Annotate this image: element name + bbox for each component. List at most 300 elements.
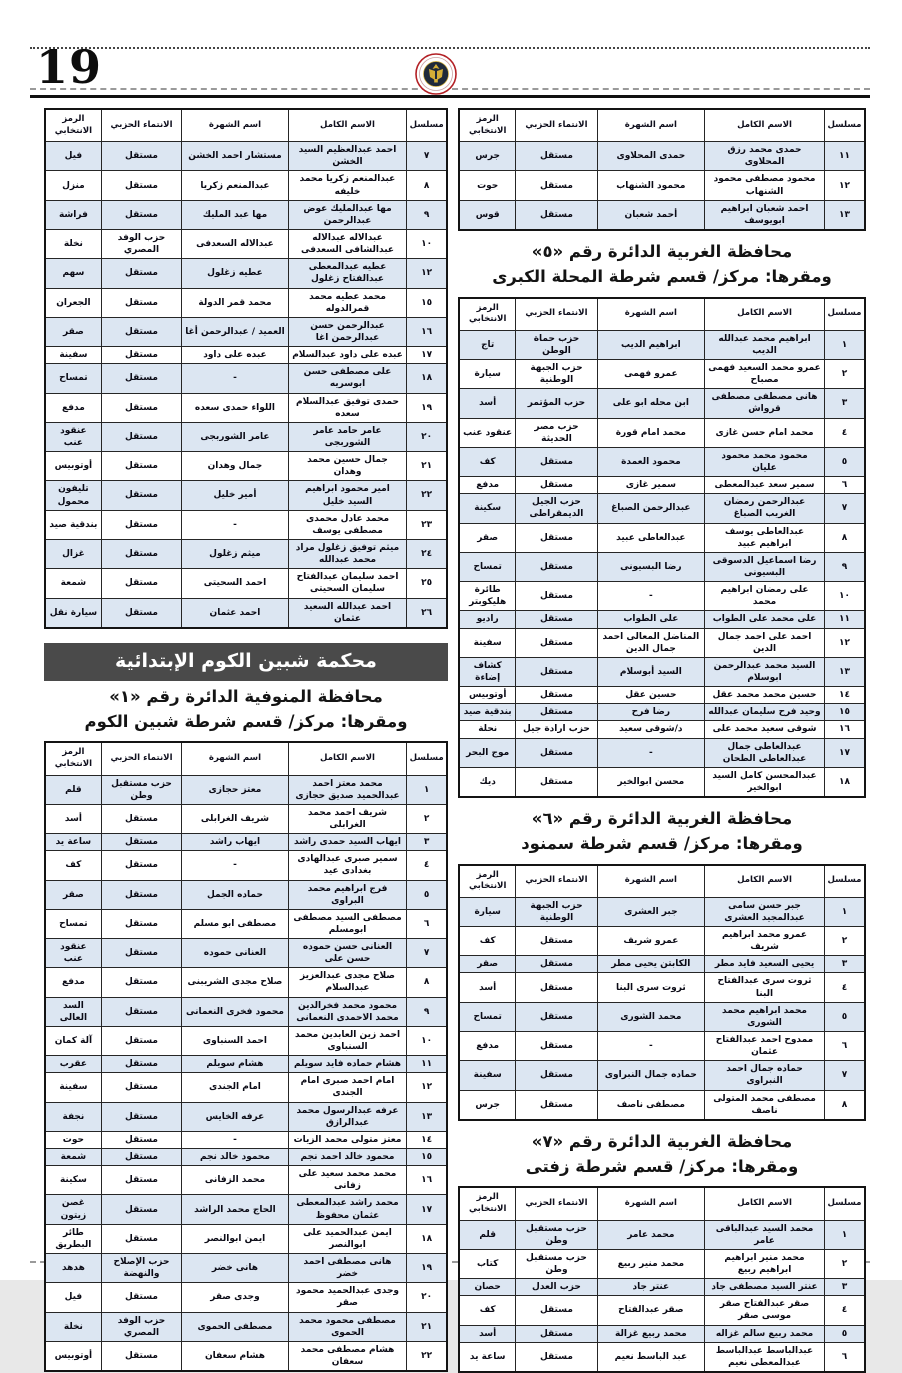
table-cell: هانى مصطفى مصطفى قرواش [705,389,825,418]
table-cell: ٢ [407,804,447,833]
table-cell: على محمد على الطواب [705,611,825,628]
table-cell: ١ [824,330,865,359]
table-cell: ١٥ [407,288,447,317]
table-row [45,1166,447,1195]
table-cell: مستقل [516,523,597,552]
table-row [459,704,865,721]
table-cell: مستقل [101,422,181,451]
table-cell: نحلة [459,721,516,738]
table-cell: حمدى توفيق عبدالسلام سعده [288,393,407,422]
table-cell: مستقل [516,927,597,956]
table-cell: احمد زين العابدين محمد السنباوى [288,1026,407,1055]
table-row [459,611,865,628]
column-header: الاسم الكامل [705,865,825,898]
table-row [45,909,447,938]
table-cell: ساعة يد [45,834,101,851]
table-cell: محمد امام حسن غازى [705,418,825,447]
table-cell: - [597,582,705,611]
table-cell: رضا فرح [597,704,705,721]
eagle-emblem-logo [415,53,457,95]
table-cell: ١ [407,775,447,804]
table-cell: مستقل [101,909,181,938]
table-cell: تمساح [45,909,101,938]
table-row [45,1131,447,1148]
column-header: الرمز الانتخابي [45,109,101,142]
table-cell: عبدالمنعم زكريا محمد خليفه [288,171,407,200]
table-cell: تمساح [45,364,101,393]
district-header-line2: ومقرها: مركز/ قسم شرطة المحلة الكبرى [492,266,832,286]
table-cell: عبدالمحسن كامل السيد ابوالخير [705,767,825,797]
table-cell: ديك [459,767,516,797]
district-header-line1: محافظة الغربية الدائرة رقم «٥» [531,242,793,262]
table-cell: محمود العمدة [597,447,705,476]
table-cell: مستقل [101,393,181,422]
table-cell: محمود الشنهاب [597,171,705,200]
table-cell: ١٢ [407,259,447,288]
table-row [45,598,447,628]
table-cell: امام الجندى [182,1073,289,1102]
table-cell: نخلة [45,230,101,259]
table-row [45,997,447,1026]
table-cell: ١١ [407,1056,447,1073]
table-cell: احمد عبدالعظيم السيد الخشن [288,142,407,171]
table-cell: جبر العشرى [597,897,705,926]
left-column [44,108,448,1372]
table-cell: ٤ [824,973,865,1002]
district-header-gharbia-7 [458,1130,866,1180]
table-cell: أحمد شعبان [597,200,705,230]
table-cell: ٧ [824,1061,865,1090]
table-cell: جرس [459,142,516,171]
table-cell: عبدالمنعم زكريا [182,171,289,200]
table-row [459,687,865,704]
table-cell: مستقل [516,200,597,230]
candidates-table-gharbia-5 [458,297,866,799]
candidates-table-gharbia-6 [458,864,866,1121]
table-cell: عبدالباسط عبدالباسط عبدالمعطى نعيم [705,1342,825,1372]
table-cell: ١٧ [407,1195,447,1224]
table-cell: حوت [459,171,516,200]
table-cell: الحاج محمد الراشد [182,1195,289,1224]
table-cell: ٢٣ [407,510,447,539]
table-cell: أمير خليل [182,481,289,510]
table-cell: ٢٠ [407,422,447,451]
table-cell: محمد قمر الدولة [182,288,289,317]
table-cell: يحيى السعيد فايد مطر [705,956,825,973]
table-cell: - [597,1032,705,1061]
table-row [45,452,447,481]
table-cell: ٢ [824,1249,865,1278]
table-cell: مستقل [101,1283,181,1312]
table-cell: جمال وهدان [182,452,289,481]
table-cell: محمود محمد محمود عليان [705,447,825,476]
table-row [459,1032,865,1061]
table-cell: مستقل [516,477,597,494]
table-cell: العنانى حموده [182,939,289,968]
table-cell: قوس [459,200,516,230]
table-cell: سفينة [45,1073,101,1102]
table-cell: مستقل [101,598,181,628]
table-cell: مستقل [516,973,597,1002]
table-row [45,1312,447,1341]
table-cell: ١٨ [824,767,865,797]
table-cell: حزب مستقبل وطن [516,1220,597,1249]
table-cell: مستقل [101,1073,181,1102]
table-cell: مستقل [101,1026,181,1055]
table-row [459,582,865,611]
table-cell: فيل [45,142,101,171]
table-cell: السد العالى [45,997,101,1026]
table-cell: مصطفى محمد المتولى ناصف [705,1090,825,1120]
table-cell: تاج [459,330,516,359]
column-header: اسم الشهرة [597,865,705,898]
table-cell: حزب حماة الوطن [516,330,597,359]
table-cell: ٥ [407,880,447,909]
table-cell: قلم [459,1220,516,1249]
table-cell: حزب الوفد المصري [101,230,181,259]
table-row [459,897,865,926]
table-row [459,447,865,476]
table-cell: هشام سويلم [182,1056,289,1073]
table-cell: منزل [45,171,101,200]
table-cell: محسن ابوالخير [597,767,705,797]
column-header: الانتماء الحزبي [101,109,181,142]
column-header: مسلسل [824,298,865,331]
table-cell: رضا اسماعيل الدسوقى البسيونى [705,552,825,581]
table-cell: هشام سعفان [182,1341,289,1371]
table-row [459,552,865,581]
column-header: الاسم الكامل [705,109,825,142]
table-row [45,939,447,968]
table-cell: صقر عبدالفتاح صقر موسى صقر [705,1296,825,1325]
column-header: مسلسل [407,742,447,775]
district-header-line1: محافظة الغربية الدائرة رقم «٦» [531,809,793,829]
table-cell: محمد منير ابراهيم ابراهيم ربيع [705,1249,825,1278]
candidates-table-continuation-left [44,108,448,629]
table-row [45,1056,447,1073]
table-row [45,834,447,851]
table-cell: سمير غازى [597,477,705,494]
table-cell: مستقل [101,481,181,510]
table-row [459,628,865,657]
table-cell: حزب مستقبل وطن [516,1249,597,1278]
table-cell: ١٩ [407,393,447,422]
table-cell: احمد سليمان عبدالفتاح سليمان السحيتى [288,569,407,598]
table-row [45,422,447,451]
table-cell: ١٨ [407,1224,447,1253]
table-cell: ٤ [407,851,447,880]
table-cell: محمد عامر [597,1220,705,1249]
table-cell: مستقل [516,552,597,581]
table-row [45,968,447,997]
table-cell: محمد معتز احمد عبدالحميد صديق حجازى [288,775,407,804]
table-cell: على الطواب [597,611,705,628]
table-cell: سكينة [45,1166,101,1195]
column-header: اسم الشهرة [182,742,289,775]
table-cell: مصطفى الحموى [182,1312,289,1341]
table-cell: سفينة [45,347,101,364]
table-cell: مستقل [516,687,597,704]
table-cell: - [182,1131,289,1148]
table-cell: عبدالرحمن حسن عبدالرحمن اغا [288,317,407,346]
table-cell: ١٢ [824,628,865,657]
table-row [45,1026,447,1055]
table-cell: ٧ [824,494,865,523]
table-cell: مستقل [516,1090,597,1120]
column-header: الاسم الكامل [288,742,407,775]
table-row [45,851,447,880]
candidates-table-gharbia-7 [458,1186,866,1373]
table-cell: جبر حسن سامى عبدالمجيد العشرى [705,897,825,926]
table-row [45,364,447,393]
table-cell: راديو [459,611,516,628]
table-cell: ميثم توفيق زغلول مراد محمد عبدالله [288,539,407,568]
table-cell: مستقل [516,1296,597,1325]
column-header: مسلسل [407,109,447,142]
table-cell: عبدالرحمن الصباغ [597,494,705,523]
table-cell: مستقل [516,738,597,767]
table-row [45,230,447,259]
table-row [45,288,447,317]
table-cell: عبدالعاطى جمال عبدالعاطى الطحان [705,738,825,767]
table-cell: احمد على احمد جمال الدين [705,628,825,657]
table-cell: ٩ [407,200,447,229]
table-cell: ٥ [824,1002,865,1031]
table-cell: حزب المؤتمر [516,389,597,418]
table-cell: موج البحر [459,738,516,767]
table-cell: طائر البطريق [45,1224,101,1253]
table-cell: ٥ [824,1325,865,1342]
table-cell: ١ [824,1220,865,1249]
table-cell: محمد منير ربيع [597,1249,705,1278]
table-row [45,393,447,422]
table-cell: نجفة [45,1102,101,1131]
table-row [459,738,865,767]
table-cell: آلة كمان [45,1026,101,1055]
table-cell: ٨ [407,171,447,200]
table-cell: مستقل [516,704,597,721]
header-solid-rule [30,95,870,98]
table-row [459,1002,865,1031]
table-cell: فرج ابراهيم محمد البراوى [288,880,407,909]
table-cell: محمد عطيه محمد قمرالدوله [288,288,407,317]
table-row [459,1296,865,1325]
table-cell: أسد [459,389,516,418]
table-cell: المناضل المعالى احمد جمال الدين [597,628,705,657]
table-cell: مستقل [101,142,181,171]
table-cell: عنتر جاد [597,1279,705,1296]
table-cell: السيد أبوسلام [597,657,705,686]
table-cell: مستقل [516,1061,597,1090]
table-cell: شريف الغرابلى [182,804,289,833]
table-cell: ١٤ [824,687,865,704]
column-header: الرمز الانتخابي [459,298,516,331]
table-cell: حوت [45,1131,101,1148]
table-row [45,804,447,833]
table-cell: محمد امام قورة [597,418,705,447]
table-cell: عبد الباسط نعيم [597,1342,705,1372]
table-row [45,481,447,510]
table-cell: ممدوح احمد عبدالفتاح عثمان [705,1032,825,1061]
table-cell: ٦ [407,909,447,938]
table-cell: حزب الإصلاح والنهضة [101,1254,181,1283]
table-row [459,721,865,738]
table-cell: عمرو محمد السعيد فهمى مصباح [705,360,825,389]
district-header-line2: ومقرها: مركز/ قسم شرطة شبين الكوم [84,711,408,731]
table-cell: ٣ [824,389,865,418]
table-cell: محمود فخرى النعمانى [182,997,289,1026]
table-cell: ٩ [407,997,447,1026]
district-header-gharbia-6 [458,807,866,857]
table-cell: ٩ [824,552,865,581]
table-cell: مستقل [516,657,597,686]
table-cell: ٢٢ [407,481,447,510]
table-cell: - [182,510,289,539]
table-cell: ٢ [824,927,865,956]
table-row [459,657,865,686]
table-row [45,1341,447,1371]
table-cell: شمعة [45,569,101,598]
table-cell: ١٦ [824,721,865,738]
table-cell: كف [459,447,516,476]
table-cell: حزب الجبهة الوطنية [516,897,597,926]
table-cell: مستقل [516,1002,597,1031]
table-row [459,767,865,797]
table-cell: عمرو شريف [597,927,705,956]
table-cell: ١٣ [824,657,865,686]
table-cell: العنانى حسن حموده حسن على [288,939,407,968]
column-header: الاسم الكامل [288,109,407,142]
table-cell: أوتوبيس [45,452,101,481]
table-cell: فراشة [45,200,101,229]
table-row [45,1149,447,1166]
table-cell: ٨ [407,968,447,997]
table-cell: حماده الجمل [182,880,289,909]
table-row [459,1249,865,1278]
table-cell: أوتوبيس [459,687,516,704]
table-cell: سيارة [459,360,516,389]
table-cell: مستقل [101,880,181,909]
column-header: اسم الشهرة [597,1187,705,1220]
table-cell: ٥ [824,447,865,476]
table-cell: مستقل [101,1224,181,1253]
district-header-gharbia-5 [458,240,866,290]
table-cell: حزب مصر الحديثة [516,418,597,447]
table-row [45,347,447,364]
table-cell: مستقل [516,582,597,611]
table-cell: أسد [45,804,101,833]
table-cell: ١٠ [407,230,447,259]
table-cell: حزب مستقبل وطن [101,775,181,804]
table-cell: مستقل [101,171,181,200]
table-cell: نخلة [45,1312,101,1341]
column-header: الانتماء الحزبي [516,109,597,142]
table-cell: - [182,851,289,880]
table-cell: ١٢ [407,1073,447,1102]
table-cell: ٣ [824,1279,865,1296]
table-row [45,1224,447,1253]
court-banner: محكمة شبين الكوم الإبتدائية [44,643,448,681]
table-cell: عرفه عبدالرسول محمد عبدالرازق [288,1102,407,1131]
column-header: اسم الشهرة [597,298,705,331]
table-cell: حزب ارادة جيل [516,721,597,738]
table-cell: أوتوبيس [45,1341,101,1371]
table-cell: - [182,364,289,393]
table-cell: مستقل [101,200,181,229]
table-cell: عبده على داود [182,347,289,364]
table-cell: بندقية صيد [459,704,516,721]
table-row [45,1254,447,1283]
table-cell: حسين محمد محمد عقل [705,687,825,704]
table-cell: مستقل [101,1102,181,1131]
table-cell: تمساح [459,552,516,581]
district-header-menoufia-1 [44,685,448,735]
table-cell: سكينة [459,494,516,523]
table-cell: تمساح [459,1002,516,1031]
table-cell: ١١ [824,611,865,628]
table-row [459,360,865,389]
page-number: 19 [36,40,103,94]
table-row [459,927,865,956]
table-cell: سفينة [459,628,516,657]
table-cell: حزب الوفد المصري [101,1312,181,1341]
column-header: اسم الشهرة [597,109,705,142]
table-cell: ١٦ [407,317,447,346]
table-cell: معتز متولى محمد الزيات [288,1131,407,1148]
table-row [45,1073,447,1102]
table-row [45,259,447,288]
table-cell: ايهاب راشد [182,834,289,851]
table-row [459,477,865,494]
table-cell: ١٩ [407,1254,447,1283]
table-row [459,200,865,230]
table-row [459,330,865,359]
table-cell: مستقل [101,804,181,833]
table-cell: مستقل [101,1149,181,1166]
table-cell: مستقل [101,317,181,346]
table-cell: ١٣ [824,200,865,230]
table-cell: مستقل [101,851,181,880]
column-header: الرمز الانتخابي [459,865,516,898]
table-row [45,142,447,171]
table-cell: عبدالرحمن رمضان الغريب الصباغ [705,494,825,523]
table-cell: مستقل [101,539,181,568]
table-cell: رضا البسيونى [597,552,705,581]
table-cell: وجدى صقر [182,1283,289,1312]
table-cell: صقر [459,956,516,973]
table-cell: ايمن عبدالحميد على ابوالنصر [288,1224,407,1253]
table-cell: مستقل [101,364,181,393]
table-cell: ٢٦ [407,598,447,628]
table-cell: مستقل [101,347,181,364]
district-header-line2: ومقرها: مركز/ قسم شرطة سمنود [521,833,803,853]
table-cell: عبدالاله السعدفى [182,230,289,259]
table-cell: معتز حجازى [182,775,289,804]
table-cell: مها عبد المليك [182,200,289,229]
table-cell: مستقل [101,1195,181,1224]
table-cell: عمرو محمد ابراهيم شريف [705,927,825,956]
table-cell: احمد عثمان [182,598,289,628]
table-cell: شريف احمد محمد الغرابلى [288,804,407,833]
table-cell: ١٨ [407,364,447,393]
table-cell: محمود خالد نجم [182,1149,289,1166]
table-row [45,1283,447,1312]
table-cell: ٨ [824,1090,865,1120]
table-cell: شمعة [45,1149,101,1166]
table-cell: هشام مصطفى محمد سعفان [288,1341,407,1371]
table-cell: ١٤ [407,1131,447,1148]
table-cell: كف [459,1296,516,1325]
